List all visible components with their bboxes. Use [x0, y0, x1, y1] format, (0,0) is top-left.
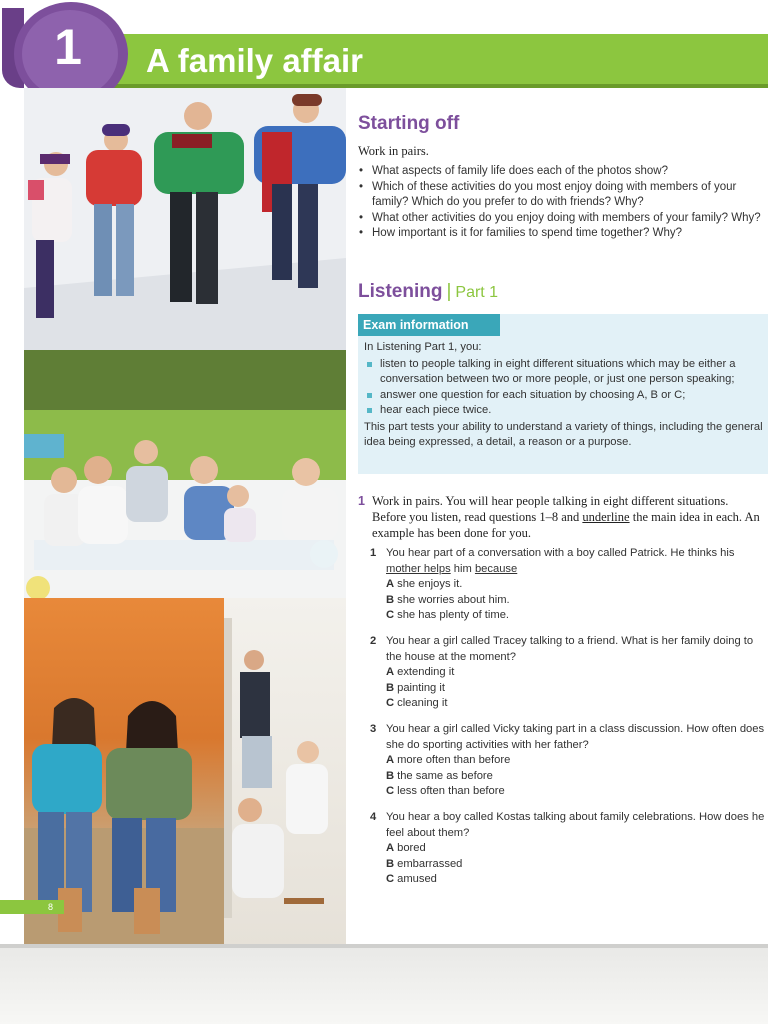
- bullet-icon: •: [359, 227, 364, 240]
- heading-separator: |: [446, 281, 452, 302]
- starting-off-heading: Starting off: [358, 113, 460, 134]
- exam-outro: This part tests your ability to understand a variety of things, including the general idea being expressed, a detail, a reason or a purpose.: [364, 421, 763, 449]
- question-number: 4: [370, 811, 377, 823]
- scan-background: [0, 948, 768, 1024]
- starting-off-intro: Work in pairs.: [358, 144, 429, 158]
- list-item: • What aspects of family life does each of the photos show?: [358, 164, 762, 180]
- bullet-icon: •: [359, 211, 364, 224]
- option-b: B the same as before: [386, 769, 493, 782]
- bullet-icon: •: [359, 180, 364, 193]
- exam-items: [364, 357, 764, 418]
- list-item: hear each piece twice.: [364, 403, 764, 418]
- option-c: C she has plenty of time.: [386, 609, 510, 621]
- option-a: A more often than before: [386, 754, 511, 766]
- option-a: A she enjoys it.: [386, 578, 463, 590]
- option-c: C less often than before: [386, 785, 505, 797]
- underline-word: underline: [582, 509, 630, 524]
- list-item: listen to people talking in eight different situations which may be either a conversation between two or more people, or just one person speaking;: [364, 357, 764, 387]
- task-text: Work in pairs. You will hear people talking in eight different situations. Before you listen, read questions 1–8 and underline the main idea in each. An example has been done for you.: [372, 494, 760, 540]
- exam-information-heading: Exam information: [358, 314, 500, 336]
- starting-off-questions: [358, 164, 762, 242]
- gaming-illustration: [24, 598, 224, 948]
- square-bullet-icon: [367, 393, 372, 398]
- option-a: A extending it: [386, 666, 455, 678]
- question-stem: You hear part of a conversation with a boy called Patrick. He thinks his mother helps him because: [386, 547, 735, 575]
- question-2: [370, 634, 766, 712]
- question-4: [370, 810, 766, 888]
- photo-column: [24, 88, 346, 948]
- option-c: C amused: [386, 873, 437, 885]
- question-number: 2: [370, 635, 377, 647]
- list-item: • How important is it for families to spend time together? Why?: [358, 226, 762, 242]
- task-instructions: [358, 494, 764, 541]
- question-number: 3: [370, 723, 377, 735]
- unit-number: 1: [54, 19, 82, 75]
- family-party-illustration: [24, 350, 346, 598]
- ice-skating-illustration: [24, 88, 346, 350]
- bullet-icon: •: [359, 165, 364, 177]
- exam-information-content: [364, 340, 764, 450]
- photo-gaming: [24, 598, 224, 948]
- question-stem: You hear a boy called Kostas talking about family celebrations. How does he feel about them?: [386, 811, 765, 839]
- decorating-illustration: [224, 598, 346, 948]
- option-b: B embarrassed: [386, 857, 463, 870]
- list-item: • Which of these activities do you most enjoy doing with members of your family? Which do you prefer to do with friends? Why?: [359, 180, 737, 209]
- photo-ice-skating: [24, 88, 346, 350]
- photo-decorating: [224, 598, 346, 948]
- unit-title: A family affair: [146, 42, 364, 79]
- option-c: C cleaning it: [386, 697, 448, 709]
- question-stem: You hear a girl called Tracey talking to a friend. What is her family doing to the house at the moment?: [386, 635, 754, 663]
- square-bullet-icon: [367, 362, 372, 367]
- page-number: 8: [48, 902, 54, 912]
- option-a: A bored: [386, 842, 426, 854]
- photo-home-life: [24, 598, 346, 948]
- question-1: [370, 546, 766, 624]
- list-item: • What other activities do you enjoy doing with members of your family? Why?: [358, 211, 762, 227]
- listening-part: Part 1: [455, 284, 499, 301]
- square-bullet-icon: [367, 408, 372, 413]
- option-b: B painting it: [386, 681, 445, 694]
- question-stem: You hear a girl called Vicky taking part in a class discussion. How often does she do sporting activities with her father?: [386, 723, 765, 751]
- photo-family-party: [24, 350, 346, 598]
- option-b: B she worries about him.: [386, 593, 510, 606]
- list-item: answer one question for each situation by choosing A, B or C;: [364, 388, 764, 403]
- question-3: [370, 722, 766, 800]
- question-number: 1: [370, 547, 377, 559]
- listening-heading: [358, 278, 762, 306]
- exam-intro: In Listening Part 1, you:: [364, 341, 482, 353]
- task-number: 1: [358, 494, 365, 508]
- listening-title: Listening: [358, 281, 443, 302]
